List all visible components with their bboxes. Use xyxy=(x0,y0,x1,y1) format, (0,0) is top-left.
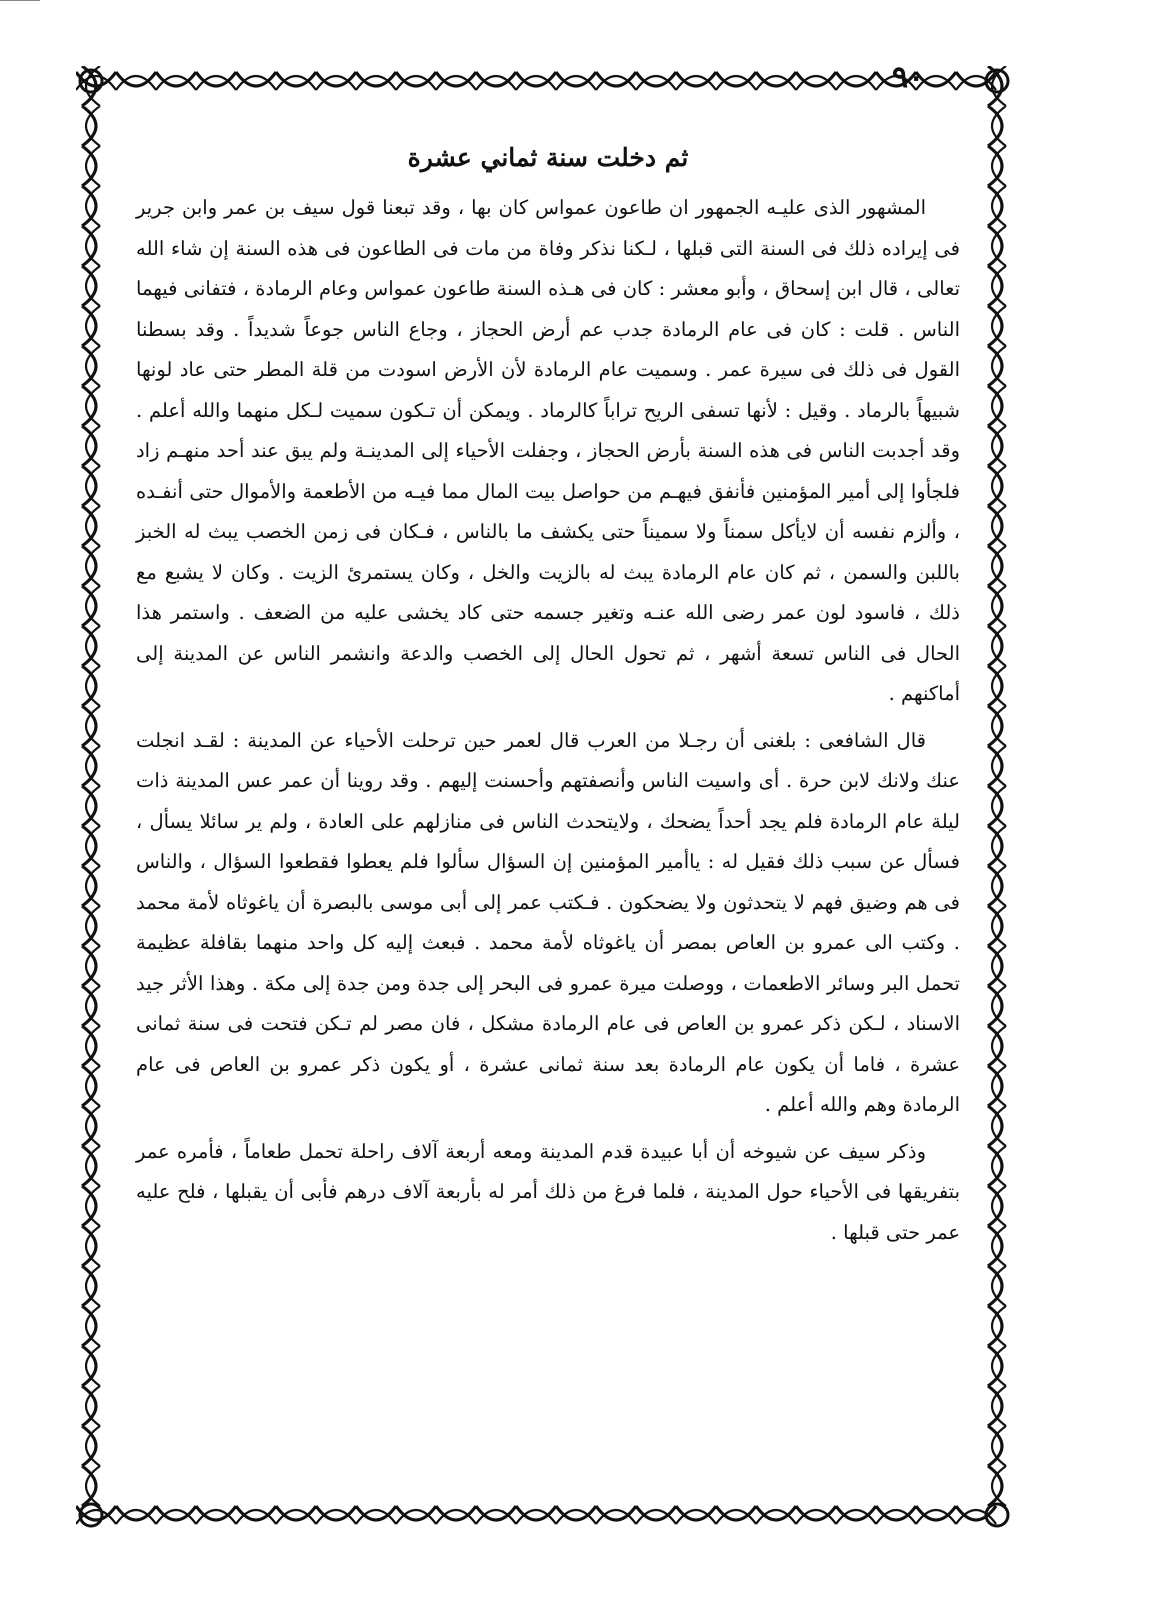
paragraph-shafii-report: قال الشافعى : بلغنى أن رجـلا من العرب قال لعمر حين ترحلت الأحياء عن المدينة : لقـد انجلت عنك ولانك لابن حرة . أى واسيت الناس وأنصفتهم وأحسنت إليهم . وقد روينا أن عمر عس المدينة ذات ليلة عام الرمادة فلم يجد أحداً يضحك ، ولايتحدث الناس فى منازلهم على العادة ، ولم ير سائلا يسأل ، فسأل عن سبب ذلك فقيل له : ياأمير المؤمنين إن السؤال سألوا فلم يعطوا فقطعوا السؤال ، والناس فى هم وضيق فهم لا يتحدثون ولا يضحكون . فـكتب عمر إلى أبى موسى بالبصرة أن ياغوثاه لأمة محمد . وكتب الى عمرو بن العاص بمصر أن ياغوثاه لأمة محمد . فبعث إليه كل واحد منهما بقافلة عظيمة تحمل البر وسائر الاطعمات ، ووصلت ميرة عمرو فى البحر إلى جدة ومن جدة إلى مكة . وهذا الأثر جيد الاسناد ، لـكن ذكر عمرو بن العاص فى عام الرمادة مشكل ، فان مصر لم تـكن فتحت فى سنة ثمانى عشرة ، فاما أن يكون عام الرمادة بعد سنة ثمانى عشرة ، أو يكون ذكر عمرو بن العاص فى عام الرمادة وهم والله أعلم . xyxy=(136,728,960,1116)
border-braid-strand xyxy=(86,66,100,1506)
border-braid-strand xyxy=(76,1506,996,1520)
page-body xyxy=(136,138,960,1255)
border-braid-strand xyxy=(76,1510,996,1524)
page-number: ٩٠ xyxy=(892,60,925,95)
border-braid-strand xyxy=(988,66,1002,1506)
border-braid-strand xyxy=(76,76,996,90)
paragraph-plague-and-famine: المشهور الذى عليـه الجمهور ان طاعون عمواس كان بها ، وقد تبعنا قول سيف بن عمر وابن جرير فى إيراده ذلك فى السنة التى قبلها ، لـكنا نذكر وفاة من مات فى الطاعون فى هذه السنة إن شاء الله تعالى ، قال ابن إسحاق ، وأبو معشر : كان فى هـذه السنة طاعون عمواس وعام الرمادة ، فتفانى فيهما الناس . قلت : كان فى عام الرمادة جدب عم أرض الحجاز ، وجاع الناس جوعاً شديداً . وقد بسطنا القول فى ذلك فى سيرة عمر . وسميت عام الرمادة لأن الأرض اسودت من قلة المطر حتى عاد لونها شبيهاً بالرماد . وقيل : لأنها تسفى الريح تراباً كالرماد . ويمكن أن تـكون سميت لـكل منهما والله أعلم . وقد أجدبت الناس فى هذه السنة بأرض الحجاز ، وجفلت الأحياء إلى المدينـة ولم يبق عند أحد منهـم زاد فلجأوا إلى أمير المؤمنين فأنفق فيهـم من حواصل بيت المال مما فيـه من الأطعمة والأموال حتى أنفـده ، وألزم نفسه أن لايأكل سمناً ولا سميناً حتى يكشف ما بالناس ، فـكان فى زمن الخصب يبث له الخبز باللبن والسمن ، ثم كان عام الرمادة يبث له بالزيت والخل ، وكان يستمرئ الزيت . وكان لا يشبع مع ذلك ، فاسود لون عمر رضى الله عنـه وتغير جسمه حتى كاد يخشى عليه من الضعف . واستمر هذا الحال فى الناس تسعة أشهر ، ثم تحول الحال إلى الخصب والدعة وانشمر الناس عن المدينة إلى أماكنهم . xyxy=(136,196,960,705)
border-braid-strand xyxy=(992,66,1006,1506)
scan-edge-mark xyxy=(0,0,40,15)
chapter-title: ثم دخلت سنة ثماني عشرة xyxy=(407,143,689,172)
border-braid-strand xyxy=(82,66,96,1506)
paragraph-abu-ubayda-caravan: وذكر سيف عن شيوخه أن أبا عبيدة قدم المدينة ومعه أربعة آلاف راحلة تحمل طعاماً ، فأمره عمر بتفريقها فى الأحياء حول المدينة ، فلما فرغ من ذلك أمر له بأربعة آلاف درهم فأبى أن يقبلها ، فلح عليه عمر حتى قبلها . xyxy=(136,1139,960,1244)
border-braid-strand xyxy=(76,72,996,86)
